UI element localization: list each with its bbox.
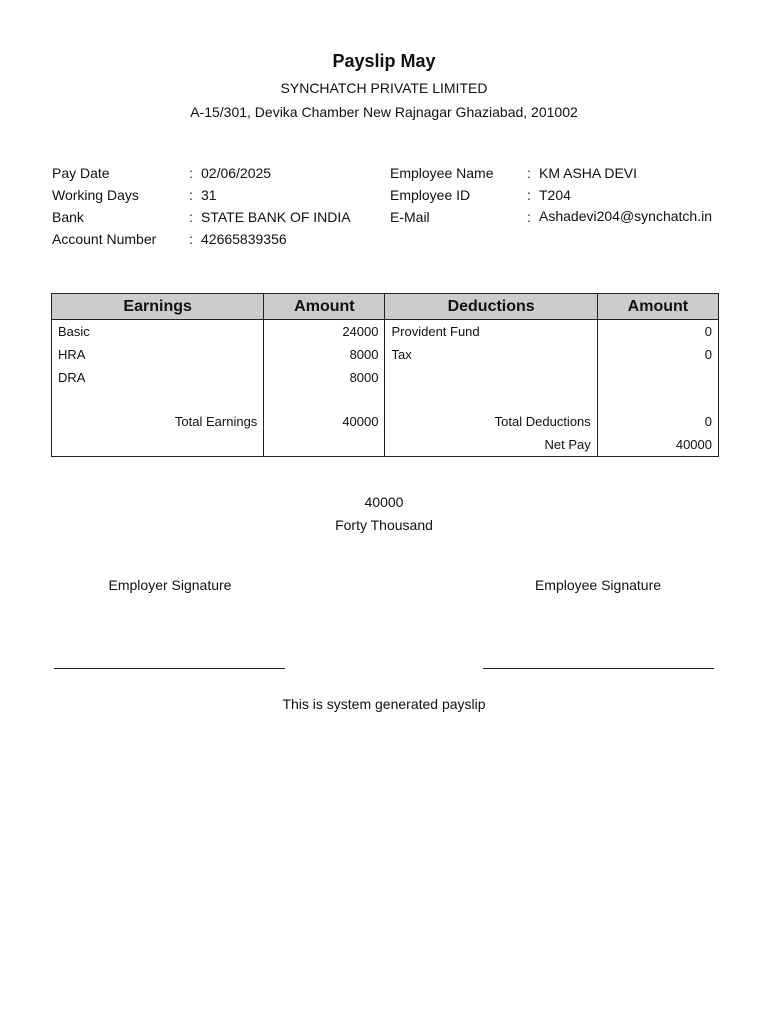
- earning-amount: 8000: [264, 343, 385, 366]
- net-pay-number: 40000: [364, 494, 404, 510]
- email-label: E-Mail: [390, 209, 430, 225]
- total-deductions-value: 0: [597, 410, 718, 433]
- pay-date-label: Pay Date: [52, 165, 110, 181]
- company-name: SYNCHATCH PRIVATE LIMITED: [280, 80, 488, 96]
- working-days-label: Working Days: [52, 187, 139, 203]
- account-number-row: [52, 228, 351, 250]
- pay-date-value: 02/06/2025: [201, 165, 272, 181]
- bank-row: [52, 206, 351, 228]
- pay-date-row: [52, 162, 351, 184]
- earning-amount: 24000: [264, 320, 385, 344]
- employee-name-row: [390, 162, 724, 184]
- deductions-amount-header: Amount: [597, 294, 718, 320]
- total-earnings-value: 40000: [264, 410, 385, 433]
- colon: :: [189, 187, 193, 203]
- spacer-cell: [597, 389, 718, 410]
- employee-id-value: T204: [539, 187, 571, 203]
- working-days-row: [52, 184, 351, 206]
- employee-id-label: Employee ID: [390, 187, 471, 203]
- net-pay-in-words: Forty Thousand: [335, 517, 433, 533]
- employee-name-label: Employee Name: [390, 165, 494, 181]
- earning-amount: 8000: [264, 366, 385, 389]
- deduction-amount-empty: [597, 366, 718, 389]
- earnings-header: Earnings: [52, 294, 264, 320]
- account-number-label: Account Number: [52, 231, 157, 247]
- deduction-name-empty: [385, 366, 597, 389]
- deduction-amount: 0: [597, 343, 718, 366]
- bank-label: Bank: [52, 209, 84, 225]
- working-days-value: 31: [201, 187, 217, 203]
- table-row: [52, 366, 719, 389]
- empty-cell: [264, 433, 385, 457]
- bank-value: STATE BANK OF INDIA: [201, 209, 351, 225]
- net-pay-value: 40000: [597, 433, 718, 457]
- payslip-title: Payslip May: [332, 51, 436, 71]
- employee-id-row: [390, 184, 724, 206]
- company-address: A-15/301, Devika Chamber New Rajnagar Ghaziabad, 201002: [190, 104, 578, 120]
- colon: :: [527, 209, 531, 225]
- net-pay-label: Net Pay: [385, 433, 597, 457]
- deduction-name: Provident Fund: [385, 320, 597, 344]
- empty-cell: [52, 433, 264, 457]
- email-row: [390, 206, 724, 228]
- colon: :: [189, 209, 193, 225]
- colon: :: [527, 165, 531, 181]
- earnings-deductions-table: [51, 293, 719, 457]
- earning-name: HRA: [52, 343, 264, 366]
- email-value: Ashadevi204@synchatch.in: [539, 208, 712, 224]
- spacer-cell: [264, 389, 385, 410]
- deduction-amount: 0: [597, 320, 718, 344]
- earning-name: DRA: [52, 366, 264, 389]
- employer-signature-line: [54, 668, 285, 669]
- employee-info-right: [390, 162, 724, 228]
- deduction-name: Tax: [385, 343, 597, 366]
- earning-name: Basic: [52, 320, 264, 344]
- total-earnings-label: Total Earnings: [52, 410, 264, 433]
- colon: :: [189, 231, 193, 247]
- pay-info-left: [52, 162, 351, 250]
- employee-name-value: KM ASHA DEVI: [539, 165, 638, 181]
- totals-row: [52, 410, 719, 433]
- table-row: [52, 320, 719, 344]
- employer-signature-label: Employer Signature: [108, 577, 232, 593]
- table-spacer-row: [52, 389, 719, 410]
- employee-signature-label: Employee Signature: [534, 577, 662, 593]
- table-header-row: [52, 294, 719, 320]
- employee-signature-line: [483, 668, 714, 669]
- spacer-cell: [52, 389, 264, 410]
- deductions-header: Deductions: [385, 294, 597, 320]
- colon: :: [189, 165, 193, 181]
- spacer-cell: [385, 389, 597, 410]
- net-pay-row: [52, 433, 719, 457]
- account-number-value: 42665839356: [201, 231, 287, 247]
- table-row: [52, 343, 719, 366]
- footer-note: This is system generated payslip: [282, 696, 486, 712]
- total-deductions-label: Total Deductions: [385, 410, 597, 433]
- earnings-amount-header: Amount: [264, 294, 385, 320]
- colon: :: [527, 187, 531, 203]
